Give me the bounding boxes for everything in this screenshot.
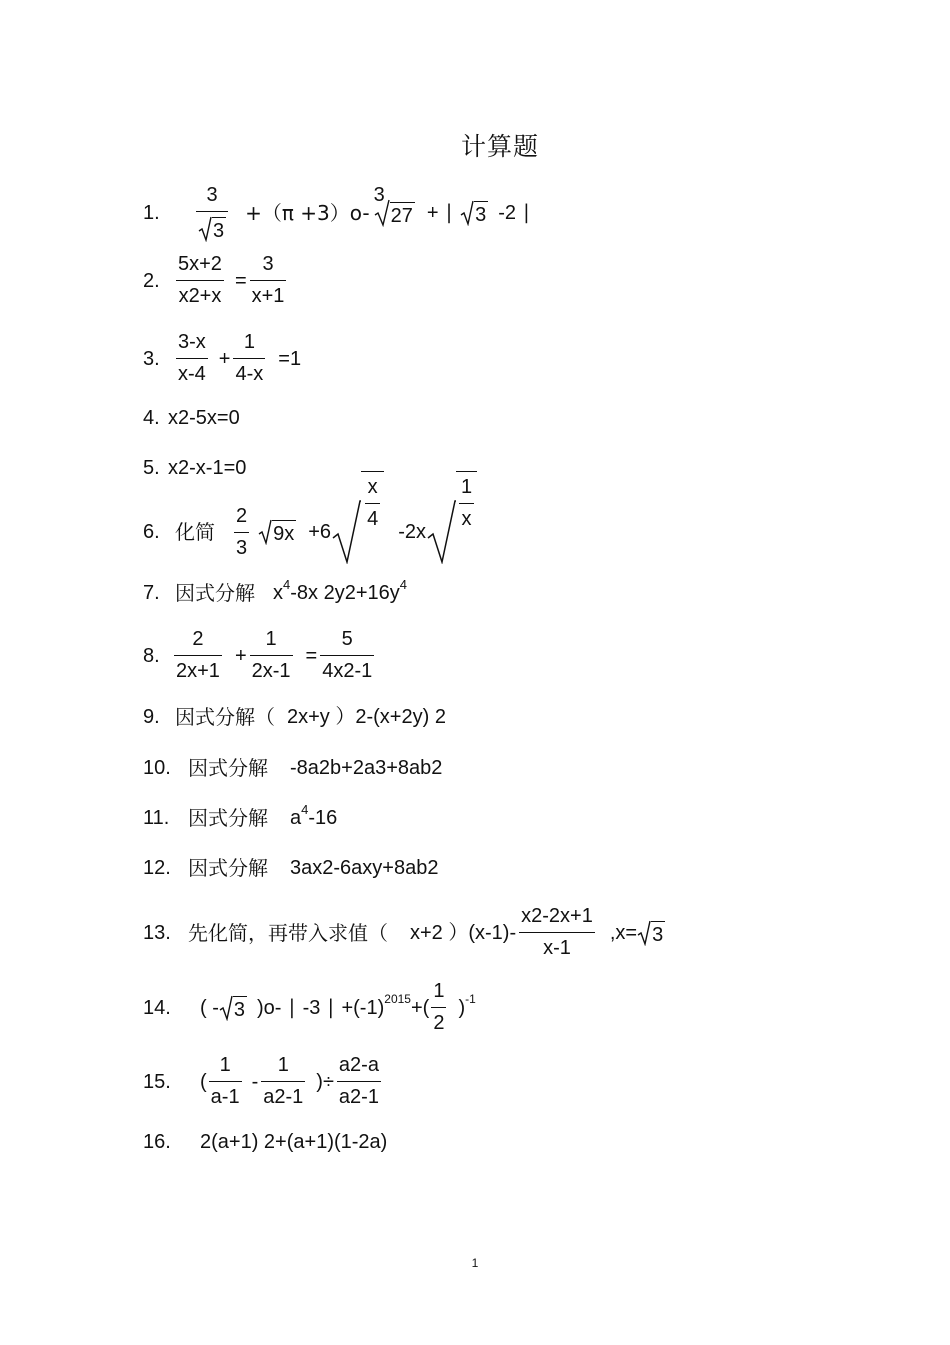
page-number: 1 — [471, 1256, 479, 1270]
sqrt: 3 — [198, 216, 226, 242]
problem-15: 15. ( $\frac{1}{a-1}$ - $\frac{1}{a2-1}$ )÷ $\frac{a2-a}{a2-1}$ — [143, 1054, 379, 1108]
fraction: $\frac{a2-a}{a2-1}$ — [338, 1054, 379, 1108]
fraction: $\frac{1}{a2-1}$ — [263, 1054, 304, 1108]
radical-sign-icon — [198, 216, 212, 242]
sqrt: 3 — [637, 920, 665, 946]
sqrt-fraction: $\frac{1}{x}$ — [426, 500, 477, 564]
sqrt: 9x — [258, 519, 296, 545]
fraction-bar — [196, 211, 228, 212]
problem-2: 2. $\frac{5x+2}{x2+x}$ = $\frac{3}{x+1}$ — [143, 253, 285, 307]
problem-11: 11. 因式分解 a 4 -16 — [143, 801, 338, 830]
problem-7: 7. 因式分解 x 4 -8x 2y2+16y 4 — [143, 576, 407, 605]
sqrt: 3 — [460, 200, 488, 226]
radical-sign-icon — [258, 519, 272, 545]
fraction: $\frac{x2-2x+1}{x-1}$ — [521, 905, 593, 959]
sqrt: 3 — [219, 995, 247, 1021]
problem-13: 13. 先化简，再带入求值（ x+2 ）(x-1)- $\frac{x2-2x+1}{x-1}$ ,x= 3 — [143, 905, 664, 959]
sqrt-fraction: $\frac{x}{4}$ — [331, 500, 384, 564]
fraction: $\frac{1}{2x-1}$ — [251, 628, 291, 682]
fraction: $\frac{2}{3}$ — [236, 504, 248, 559]
problem-3: 3. $\frac{3-x}{x-4}$ + $\frac{1}{4-x}$ =1 — [143, 331, 302, 385]
problem-10: 10. 因式分解 -8a2b+2a3+8ab2 — [143, 756, 443, 780]
page-title: 计算题 — [460, 132, 539, 161]
problem-1: 1. $\frac{3}{3}$ +（π +3）o- 3 27 + ∣ 3 -2 ∣ — [143, 184, 532, 242]
problem-5: 5. x2-x-1=0 — [143, 457, 247, 479]
problem-6: 6. 化简 $\frac{2}{3}$ 9x +6 $\frac{x}{4}$ -2x $\frac{1}{x}$ — [143, 500, 477, 564]
fraction: $\frac{5x+2}{x2+x}$ — [178, 253, 222, 307]
fraction: $\frac{3-x}{x-4}$ — [178, 331, 206, 385]
fraction: $\frac{1}{4-x}$ — [235, 331, 264, 385]
fraction: $\frac{5}{4x2-1}$ — [322, 628, 373, 682]
fraction: $\frac{3}{x+1}$ — [251, 253, 285, 307]
problem-9: 9. 因式分解（ 2x+y ）2-(x+2y) 2 — [143, 705, 446, 729]
radical-sign-icon — [331, 500, 361, 564]
radical-sign-icon — [219, 995, 233, 1021]
fraction: $\frac{1}{a-1}$ — [210, 1054, 240, 1108]
problem-8: 8. $\frac{2}{2x+1}$ + $\frac{1}{2x-1}$ = $\frac{5}{4x2-1}$ — [143, 628, 373, 682]
problem-4: 4. x2-5x=0 — [143, 407, 240, 429]
radical-sign-icon — [460, 200, 474, 226]
problem-16: 16. 2(a+1) 2+(a+1)(1-2a) — [143, 1131, 388, 1153]
problem-number: 1. — [143, 202, 160, 224]
fraction — [196, 184, 228, 242]
problem-12: 12. 因式分解 3ax2-6axy+8ab2 — [143, 856, 439, 880]
radical-sign-icon — [426, 500, 456, 564]
fraction: $\frac{1}{2}$ — [433, 980, 445, 1034]
numerator: 3 — [206, 184, 218, 206]
cube-root: 3 27 — [373, 184, 413, 227]
fraction: $\frac{2}{2x+1}$ — [176, 628, 220, 682]
radical-sign-icon — [637, 920, 651, 946]
denominator — [196, 216, 228, 242]
problem-14: 14. ( - 3 )o- ∣ -3 ∣ +(-1) 2015 +( $\frac{1}{2}$ ) -1 — [143, 980, 476, 1034]
